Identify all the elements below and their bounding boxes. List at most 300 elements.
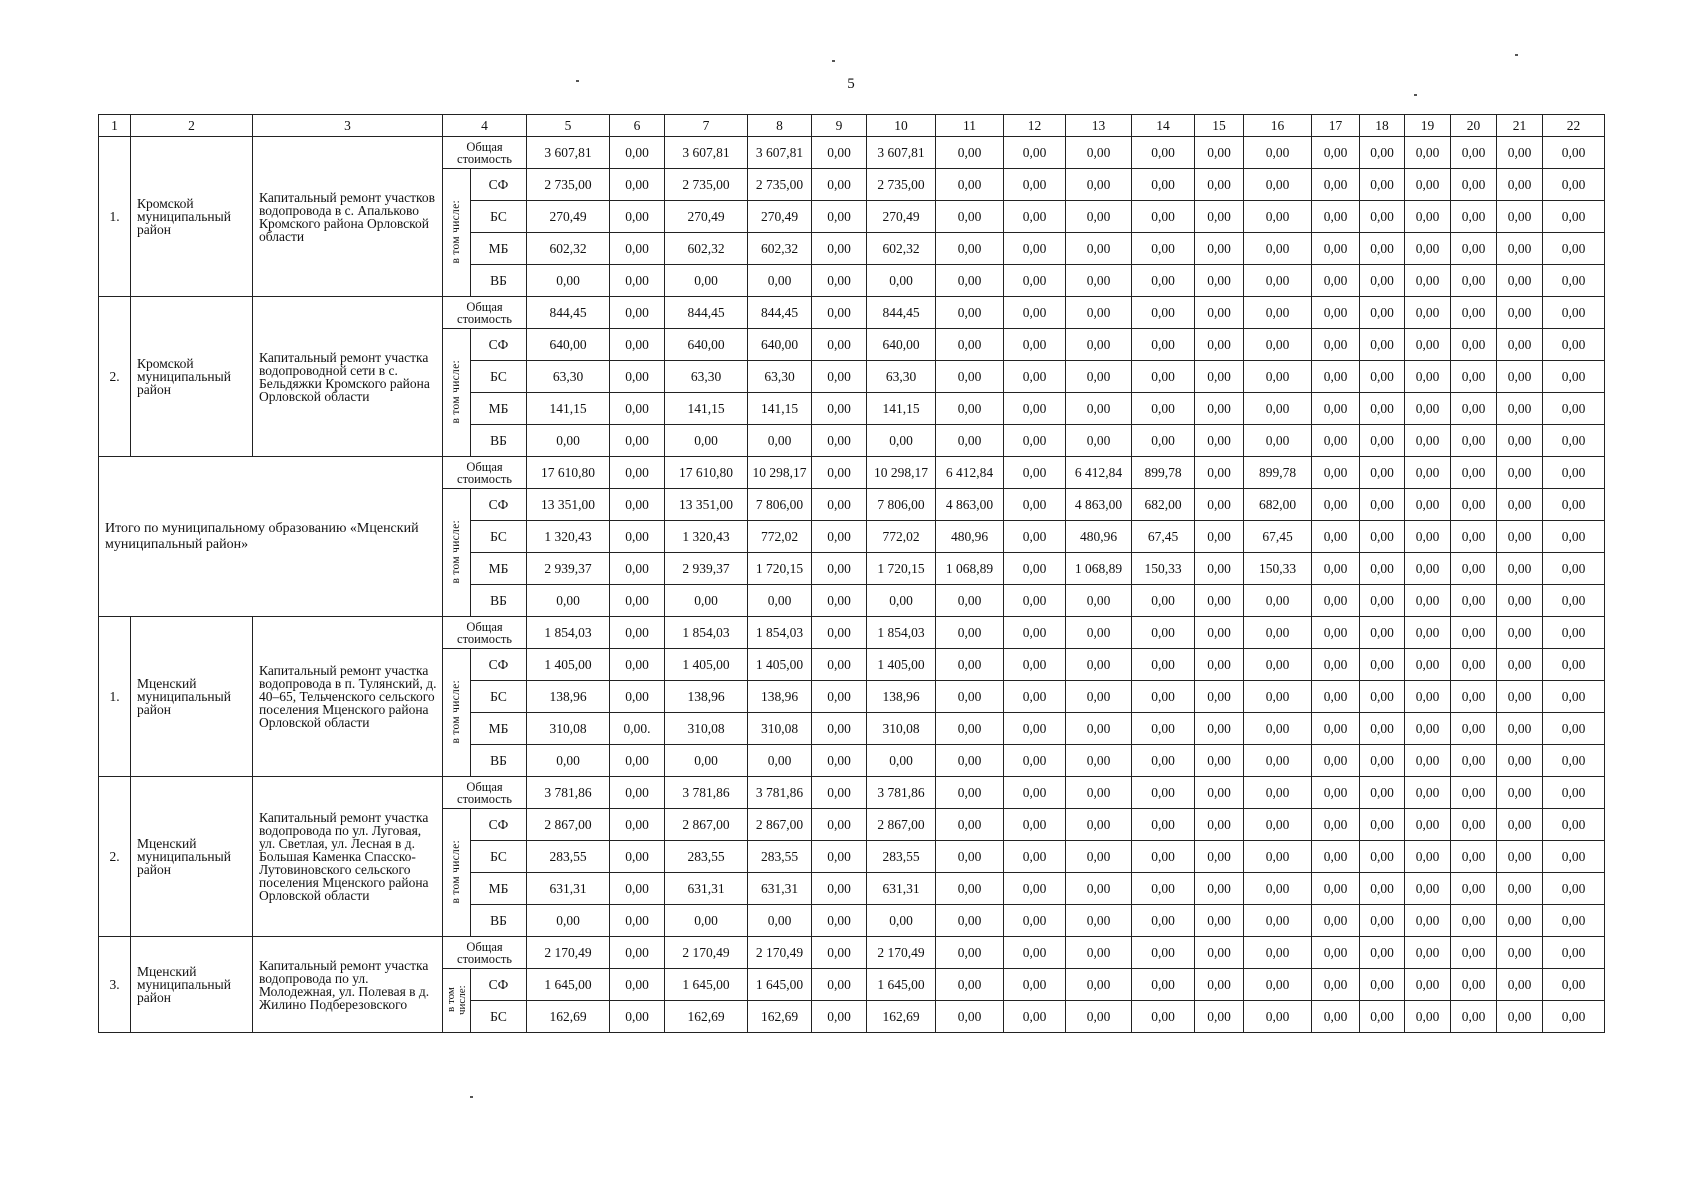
value-cell: 0,00 (1405, 329, 1451, 361)
value-cell: 0,00 (748, 265, 812, 297)
value-cell: 0,00 (936, 585, 1004, 617)
value-cell: 283,55 (748, 841, 812, 873)
row-label: МБ (471, 553, 527, 585)
value-cell: 0,00 (812, 713, 867, 745)
value-cell: 631,31 (665, 873, 748, 905)
value-cell: 0,00 (1405, 905, 1451, 937)
value-cell: 0,00 (1244, 201, 1312, 233)
value-cell: 0,00 (1244, 905, 1312, 937)
value-cell: 0,00 (936, 425, 1004, 457)
value-cell: 480,96 (936, 521, 1004, 553)
value-cell: 138,96 (867, 681, 936, 713)
value-cell: 0,00 (1132, 809, 1195, 841)
value-cell: 0,00 (610, 745, 665, 777)
value-cell: 0,00 (1543, 841, 1605, 873)
value-cell: 0,00 (610, 457, 665, 489)
value-cell: 0,00 (1312, 873, 1360, 905)
value-cell: 0,00 (1195, 585, 1244, 617)
value-cell: 0,00 (1451, 777, 1497, 809)
value-cell: 0,00 (1543, 425, 1605, 457)
row-label: Общая стоимость (443, 297, 527, 329)
scan-speck (576, 80, 579, 82)
value-cell: 0,00 (1451, 553, 1497, 585)
value-cell: 2 867,00 (748, 809, 812, 841)
value-cell: 0,00 (1195, 137, 1244, 169)
row-number: 3. (99, 937, 131, 1033)
value-cell: 0,00 (1497, 393, 1543, 425)
value-cell: 0,00 (1004, 841, 1066, 873)
value-cell: 0,00 (1312, 841, 1360, 873)
value-cell: 1 720,15 (867, 553, 936, 585)
value-cell: 0,00 (1405, 361, 1451, 393)
row-label: СФ (471, 329, 527, 361)
value-cell: 0,00 (1497, 649, 1543, 681)
value-cell: 1 405,00 (867, 649, 936, 681)
value-cell: 2 939,37 (527, 553, 610, 585)
value-cell: 0,00 (1066, 585, 1132, 617)
value-cell: 0,00 (812, 425, 867, 457)
value-cell: 0,00 (867, 905, 936, 937)
value-cell: 0,00 (1543, 969, 1605, 1001)
row-label: МБ (471, 873, 527, 905)
value-cell: 0,00 (610, 169, 665, 201)
value-cell: 283,55 (665, 841, 748, 873)
value-cell: 1 645,00 (867, 969, 936, 1001)
value-cell: 0,00 (812, 1001, 867, 1033)
column-header: 1 (99, 115, 131, 137)
value-cell: 0,00 (1004, 137, 1066, 169)
value-cell: 0,00 (1405, 585, 1451, 617)
value-cell: 772,02 (748, 521, 812, 553)
value-cell: 17 610,80 (665, 457, 748, 489)
row-label: БС (471, 1001, 527, 1033)
value-cell: 0,00 (610, 489, 665, 521)
value-cell: 0,00 (1195, 809, 1244, 841)
value-cell: 0,00 (610, 841, 665, 873)
value-cell: 63,30 (748, 361, 812, 393)
value-cell: 640,00 (867, 329, 936, 361)
value-cell: 0,00 (610, 361, 665, 393)
value-cell: 0,00 (1497, 809, 1543, 841)
value-cell: 0,00 (1066, 617, 1132, 649)
row-label: Общая стоимость (443, 617, 527, 649)
row-number: 1. (99, 617, 131, 777)
vtom-text: в том числе: (444, 984, 468, 1015)
value-cell: 0,00 (1195, 841, 1244, 873)
value-cell: 138,96 (748, 681, 812, 713)
value-cell: 0,00 (936, 265, 1004, 297)
column-header: 18 (1360, 115, 1405, 137)
value-cell: 283,55 (867, 841, 936, 873)
value-cell: 0,00 (1132, 137, 1195, 169)
value-cell: 899,78 (1132, 457, 1195, 489)
value-cell: 0,00 (610, 969, 665, 1001)
value-cell: 0,00 (665, 905, 748, 937)
value-cell: 0,00 (812, 681, 867, 713)
value-cell: 7 806,00 (867, 489, 936, 521)
value-cell: 0,00 (1360, 361, 1405, 393)
value-cell: 0,00 (1004, 905, 1066, 937)
value-cell: 0,00 (812, 265, 867, 297)
row-label: ВБ (471, 585, 527, 617)
value-cell: 0,00 (1360, 585, 1405, 617)
value-cell: 899,78 (1244, 457, 1312, 489)
value-cell: 0,00 (1451, 137, 1497, 169)
value-cell: 150,33 (1132, 553, 1195, 585)
value-cell: 0,00 (812, 937, 867, 969)
value-cell: 0,00 (1244, 777, 1312, 809)
value-cell: 0,00 (610, 201, 665, 233)
value-cell: 0,00 (1543, 585, 1605, 617)
value-cell: 0,00 (936, 969, 1004, 1001)
value-cell: 0,00 (936, 297, 1004, 329)
value-cell: 0,00 (1244, 393, 1312, 425)
value-cell: 0,00 (610, 681, 665, 713)
value-cell: 270,49 (665, 201, 748, 233)
value-cell: 0,00 (1066, 649, 1132, 681)
value-cell: 6 412,84 (1066, 457, 1132, 489)
value-cell: 0,00 (1405, 425, 1451, 457)
value-cell: 0,00 (1497, 585, 1543, 617)
value-cell: 3 607,81 (748, 137, 812, 169)
value-cell: 0,00 (1451, 265, 1497, 297)
value-cell: 0,00 (1195, 937, 1244, 969)
value-cell: 310,08 (665, 713, 748, 745)
value-cell: 2 170,49 (527, 937, 610, 969)
value-cell: 0,00 (1066, 937, 1132, 969)
value-cell: 0,00 (1451, 393, 1497, 425)
value-cell: 0,00 (1497, 521, 1543, 553)
value-cell: 480,96 (1066, 521, 1132, 553)
value-cell: 0,00 (1497, 617, 1543, 649)
value-cell: 0,00 (1066, 681, 1132, 713)
value-cell: 0,00 (1451, 713, 1497, 745)
value-cell: 0,00 (1195, 457, 1244, 489)
value-cell: 0,00 (936, 841, 1004, 873)
value-cell: 0,00 (1543, 553, 1605, 585)
value-cell: 0,00 (1132, 969, 1195, 1001)
value-cell: 150,33 (1244, 553, 1312, 585)
value-cell: 0,00 (1312, 585, 1360, 617)
value-cell: 0,00 (936, 361, 1004, 393)
value-cell: 0,00 (1451, 297, 1497, 329)
value-cell: 0,00 (936, 681, 1004, 713)
value-cell: 0,00 (812, 137, 867, 169)
value-cell: 0,00 (1360, 905, 1405, 937)
value-cell: 0,00 (1497, 137, 1543, 169)
value-cell: 0,00 (1451, 361, 1497, 393)
vtom-label (443, 969, 471, 1033)
value-cell: 2 939,37 (665, 553, 748, 585)
value-cell: 1 068,89 (936, 553, 1004, 585)
value-cell: 3 781,86 (748, 777, 812, 809)
value-cell: 0,00 (665, 585, 748, 617)
value-cell: 0,00 (936, 713, 1004, 745)
column-header: 10 (867, 115, 936, 137)
value-cell: 0,00 (1244, 329, 1312, 361)
value-cell: 0,00 (812, 809, 867, 841)
value-cell: 0,00 (1360, 169, 1405, 201)
value-cell: 0,00 (936, 169, 1004, 201)
value-cell: 0,00 (1312, 425, 1360, 457)
value-cell: 0,00 (1244, 425, 1312, 457)
district-name: Кромской муниципальный район (131, 297, 253, 457)
value-cell: 0,00 (1195, 233, 1244, 265)
table-row (99, 937, 1605, 969)
value-cell: 0,00 (1004, 553, 1066, 585)
value-cell: 3 607,81 (527, 137, 610, 169)
value-cell: 0,00 (1451, 745, 1497, 777)
value-cell: 0,00 (1195, 873, 1244, 905)
value-cell: 0,00 (1543, 297, 1605, 329)
value-cell: 0,00 (1405, 937, 1451, 969)
total-label: Итого по муниципальному образованию «Мценский муниципальный район» (99, 457, 443, 617)
value-cell: 2 735,00 (867, 169, 936, 201)
project-description: Капитальный ремонт участка водопровода по ул. Луговая, ул. Светлая, ул. Лесная в д. Большая Каменка Спасско-Лутовиновского сельского поселения Мценского района Орловской области (253, 777, 443, 937)
project-description: Капитальный ремонт участков водопровода в с. Апальково Кромского района Орловской области (253, 137, 443, 297)
value-cell: 0,00 (1360, 425, 1405, 457)
value-cell: 0,00 (610, 937, 665, 969)
value-cell: 0,00 (1004, 169, 1066, 201)
value-cell: 0,00 (1360, 265, 1405, 297)
value-cell: 67,45 (1132, 521, 1195, 553)
value-cell: 3 781,86 (665, 777, 748, 809)
value-cell: 0,00 (1543, 329, 1605, 361)
value-cell: 0,00 (936, 617, 1004, 649)
vtom-text: в том числе: (450, 199, 462, 264)
value-cell: 0,00 (1497, 1001, 1543, 1033)
value-cell: 0,00 (1244, 585, 1312, 617)
value-cell: 0,00 (527, 585, 610, 617)
value-cell: 0,00 (1405, 393, 1451, 425)
project-description: Капитальный ремонт участка водопровода в п. Тулянский, д. 40–65, Тельченского сельского поселения Мценского района Орловской области (253, 617, 443, 777)
value-cell: 0,00 (1543, 233, 1605, 265)
value-cell: 0,00 (1066, 329, 1132, 361)
row-label: БС (471, 361, 527, 393)
value-cell: 0,00 (1451, 969, 1497, 1001)
value-cell: 0,00 (610, 649, 665, 681)
value-cell: 0,00 (1004, 521, 1066, 553)
vtom-text: в том числе: (450, 679, 462, 744)
value-cell: 17 610,80 (527, 457, 610, 489)
column-header: 12 (1004, 115, 1066, 137)
value-cell: 0,00 (1312, 937, 1360, 969)
value-cell: 0,00 (1312, 777, 1360, 809)
value-cell: 3 607,81 (665, 137, 748, 169)
value-cell: 1 854,03 (527, 617, 610, 649)
value-cell: 602,32 (665, 233, 748, 265)
value-cell: 0,00 (527, 265, 610, 297)
value-cell: 0,00 (1004, 745, 1066, 777)
value-cell: 0,00 (1132, 265, 1195, 297)
value-cell: 0,00 (1312, 233, 1360, 265)
column-header: 22 (1543, 115, 1605, 137)
value-cell: 0,00 (936, 1001, 1004, 1033)
value-cell: 310,08 (748, 713, 812, 745)
value-cell: 1 320,43 (665, 521, 748, 553)
value-cell: 0,00 (610, 873, 665, 905)
row-number: 2. (99, 297, 131, 457)
value-cell: 0,00 (1405, 521, 1451, 553)
value-cell: 1 320,43 (527, 521, 610, 553)
value-cell: 0,00 (1066, 777, 1132, 809)
value-cell: 270,49 (527, 201, 610, 233)
value-cell: 2 735,00 (665, 169, 748, 201)
value-cell: 0,00 (1312, 745, 1360, 777)
value-cell: 0,00 (936, 745, 1004, 777)
value-cell: 0,00 (936, 905, 1004, 937)
value-cell: 0,00 (1004, 457, 1066, 489)
vtom-label (443, 489, 471, 617)
value-cell: 0,00 (1497, 777, 1543, 809)
value-cell: 844,45 (867, 297, 936, 329)
value-cell: 0,00 (527, 425, 610, 457)
value-cell: 0,00 (867, 425, 936, 457)
value-cell: 0,00 (1360, 809, 1405, 841)
value-cell: 0,00 (1405, 873, 1451, 905)
value-cell: 1 068,89 (1066, 553, 1132, 585)
row-label: МБ (471, 713, 527, 745)
value-cell: 0,00 (610, 809, 665, 841)
row-number: 1. (99, 137, 131, 297)
value-cell: 0,00 (1244, 1001, 1312, 1033)
value-cell: 0,00 (610, 521, 665, 553)
row-label: Общая стоимость (443, 777, 527, 809)
value-cell: 844,45 (665, 297, 748, 329)
vtom-text: в том числе: (450, 359, 462, 424)
value-cell: 0,00 (812, 873, 867, 905)
value-cell: 0,00 (1451, 457, 1497, 489)
value-cell: 0,00 (1195, 265, 1244, 297)
row-label: МБ (471, 233, 527, 265)
value-cell: 0,00 (812, 521, 867, 553)
value-cell: 0,00 (1451, 329, 1497, 361)
value-cell: 0,00 (1312, 137, 1360, 169)
column-header: 13 (1066, 115, 1132, 137)
value-cell: 0,00 (1132, 649, 1195, 681)
value-cell: 0,00 (1360, 681, 1405, 713)
value-cell: 0,00 (1195, 777, 1244, 809)
value-cell: 310,08 (867, 713, 936, 745)
value-cell: 0,00 (812, 841, 867, 873)
value-cell: 0,00 (936, 777, 1004, 809)
value-cell: 0,00 (1497, 681, 1543, 713)
value-cell: 0,00 (1004, 425, 1066, 457)
value-cell: 0,00 (1244, 873, 1312, 905)
value-cell: 0,00 (610, 777, 665, 809)
column-header: 9 (812, 115, 867, 137)
value-cell: 0,00 (812, 393, 867, 425)
value-cell: 0,00 (1497, 553, 1543, 585)
value-cell: 0,00 (1543, 393, 1605, 425)
value-cell: 844,45 (748, 297, 812, 329)
value-cell: 0,00 (812, 905, 867, 937)
value-cell: 0,00 (1195, 297, 1244, 329)
value-cell: 0,00 (610, 1001, 665, 1033)
value-cell: 0,00 (1360, 457, 1405, 489)
value-cell: 0,00 (1066, 841, 1132, 873)
value-cell: 631,31 (867, 873, 936, 905)
value-cell: 0,00 (610, 553, 665, 585)
value-cell: 0,00 (1451, 649, 1497, 681)
value-cell: 0,00 (1066, 713, 1132, 745)
row-label: Общая стоимость (443, 137, 527, 169)
value-cell: 1 854,03 (867, 617, 936, 649)
value-cell: 1 645,00 (665, 969, 748, 1001)
value-cell: 0,00 (1195, 905, 1244, 937)
value-cell: 0,00 (812, 553, 867, 585)
value-cell: 0,00 (1312, 201, 1360, 233)
row-label: МБ (471, 393, 527, 425)
value-cell: 631,31 (527, 873, 610, 905)
value-cell: 0,00 (1132, 873, 1195, 905)
column-header: 15 (1195, 115, 1244, 137)
value-cell: 0,00 (1132, 1001, 1195, 1033)
district-name: Мценский муниципальный район (131, 937, 253, 1033)
value-cell: 0,00 (1004, 1001, 1066, 1033)
value-cell: 0,00 (1004, 969, 1066, 1001)
value-cell: 0,00 (1405, 169, 1451, 201)
vtom-text: в том числе: (450, 519, 462, 584)
value-cell: 0,00 (1312, 361, 1360, 393)
value-cell: 0,00 (527, 745, 610, 777)
value-cell: 0,00 (610, 425, 665, 457)
value-cell: 2 867,00 (665, 809, 748, 841)
value-cell: 0,00 (1497, 489, 1543, 521)
vtom-label (443, 649, 471, 777)
column-header: 14 (1132, 115, 1195, 137)
value-cell: 0,00 (1312, 969, 1360, 1001)
value-cell: 0,00 (1451, 809, 1497, 841)
value-cell: 0,00 (936, 873, 1004, 905)
value-cell: 1 645,00 (748, 969, 812, 1001)
value-cell: 1 854,03 (665, 617, 748, 649)
value-cell: 0,00 (1066, 905, 1132, 937)
scan-speck (1515, 54, 1518, 56)
value-cell: 63,30 (527, 361, 610, 393)
value-cell: 0,00 (1132, 361, 1195, 393)
value-cell: 0,00 (1405, 809, 1451, 841)
value-cell: 0,00 (1405, 1001, 1451, 1033)
value-cell: 0,00 (1244, 297, 1312, 329)
value-cell: 0,00 (1451, 169, 1497, 201)
value-cell: 141,15 (748, 393, 812, 425)
value-cell: 0,00 (1004, 617, 1066, 649)
value-cell: 0,00 (1066, 201, 1132, 233)
value-cell: 0,00 (1405, 489, 1451, 521)
value-cell: 0,00 (1312, 553, 1360, 585)
value-cell: 0,00 (812, 777, 867, 809)
value-cell: 0,00 (610, 137, 665, 169)
value-cell: 0,00 (665, 265, 748, 297)
value-cell: 0,00 (1497, 905, 1543, 937)
row-label: ВБ (471, 905, 527, 937)
value-cell: 0,00 (1405, 841, 1451, 873)
value-cell: 0,00 (1312, 681, 1360, 713)
header-row (99, 115, 1605, 137)
value-cell: 0,00 (1195, 713, 1244, 745)
value-cell: 0,00 (1543, 713, 1605, 745)
value-cell: 0,00 (1497, 873, 1543, 905)
value-cell: 0,00 (1004, 713, 1066, 745)
project-description: Капитальный ремонт участка водопроводной сети в с. Бельдяжки Кромского района Орловской области (253, 297, 443, 457)
column-header: 4 (443, 115, 527, 137)
value-cell: 0,00 (1405, 969, 1451, 1001)
value-cell: 0,00 (1132, 393, 1195, 425)
vtom-label (443, 329, 471, 457)
value-cell: 63,30 (665, 361, 748, 393)
value-cell: 0,00 (1244, 713, 1312, 745)
